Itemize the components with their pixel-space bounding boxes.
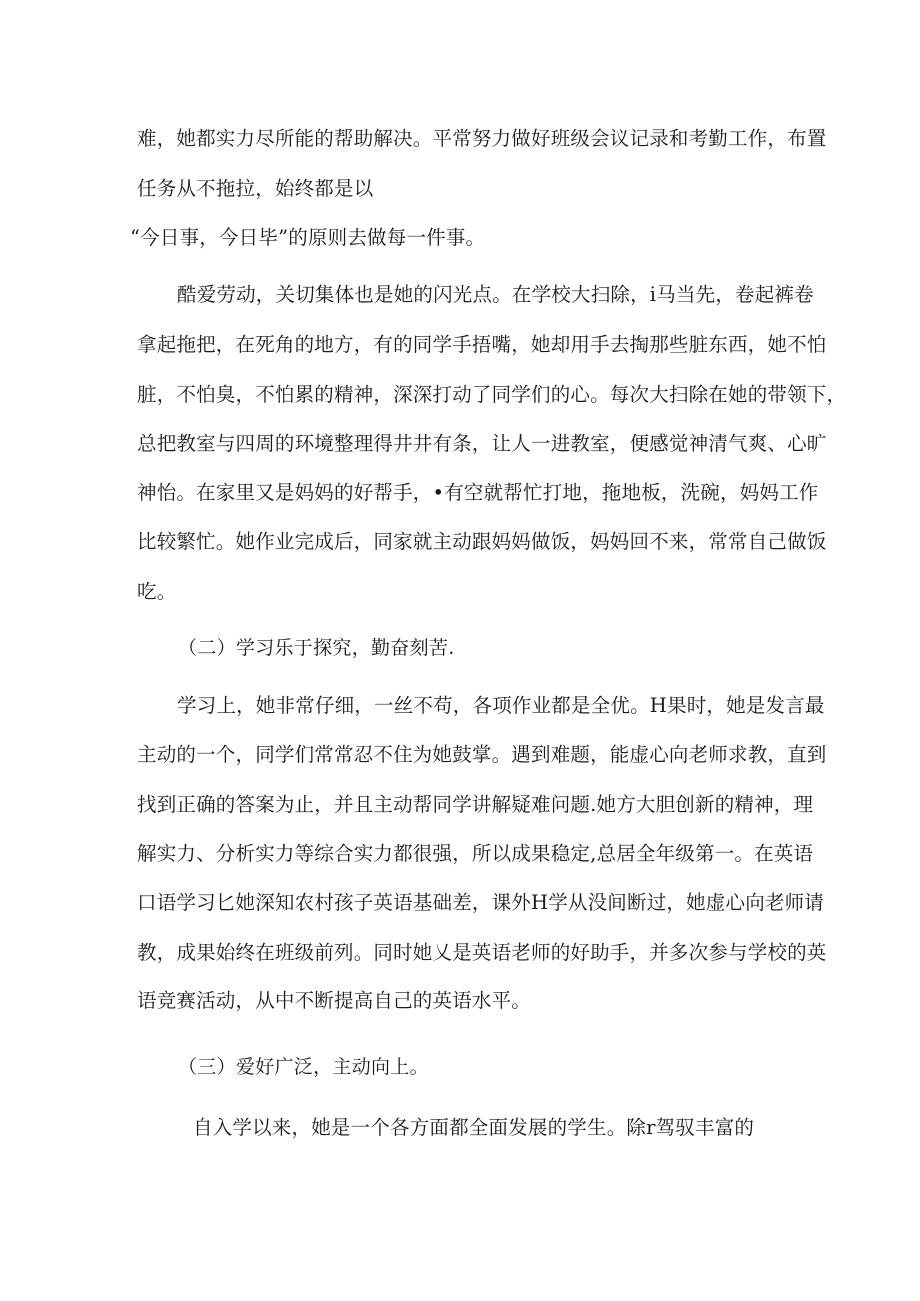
paragraph-2-line-6: 比较繁忙。她作业完成后，同家就主动跟妈妈做饭，妈妈回不来，常常自己做饭: [137, 530, 827, 553]
paragraph-3-line-3: 找到正确的答案为止，并且主动帮同学讲解疑难问题.她方大胆创新的精神，理: [137, 793, 814, 816]
paragraph-3-line-7: 语竞赛活动，从中不断提高自己的英语水平。: [137, 989, 532, 1012]
paragraph-3-line-1: 学习上，她非常仔细，一丝不苟，各项作业都是全优。H果时，她是发言最: [177, 694, 825, 717]
section-heading-3: （三）爱好广泛，主动向上。: [178, 1056, 429, 1078]
section-heading-2: （二）学习乐于探究，勤奋刻苦.: [178, 637, 455, 659]
paragraph-2-line-2: 拿起拖把，在死角的地方，有的同学手捂嘴，她却用手去掏那些脏东西，她不怕: [137, 333, 827, 356]
paragraph-1-line-2: 任务从不拖拉，始终都是以: [137, 177, 374, 200]
paragraph-3-line-4: 解实力、分析实力等综合实力都很强，所以成果稳定,总居全年级第一。在英语: [137, 842, 814, 865]
paragraph-2-line-5: 神怡。在家里又是妈妈的好帮手，•有空就帮忙打地，拖地板，洗碗，妈妈工作: [137, 481, 819, 504]
paragraph-1-line-1: 难，她都实力尽所能的帮助解决。平常努力做好班级会议记录和考勤工作，布置: [137, 127, 827, 150]
paragraph-3-line-6: 教，成果始终在班级前列。同时她乂是英语老师的好助手，并多次参与学校的英: [137, 941, 827, 964]
paragraph-2-line-4: 总把教室与四周的环境整理得井井有条，让人一进教室，便感觉神清气爽、心旷: [137, 432, 827, 455]
paragraph-2-line-1: 酷爱劳动，关切集体也是她的闪光点。在学校大扫除，i马当先，卷起裤卷: [177, 283, 814, 306]
paragraph-3-line-2: 主动的一个，同学们常常忍不住为她鼓掌。遇到难题，能虚心向老师求教，直到: [137, 743, 827, 766]
paragraph-3-line-5: 口语学习匕她深知农村孩子英语基础差，课外H学从没间断过，她虚心向老师请: [137, 891, 825, 914]
paragraph-2-line-3: 脏，不怕臭，不怕累的精神，深深打动了同学们的心。每次大扫除在她的带领下，: [137, 383, 847, 406]
paragraph-4-line-1: 自入学以来，她是一个各方面都全面发展的学生。除r驾驭丰富的: [193, 1116, 755, 1139]
paragraph-1-line-3: “今日事，今日毕”的原则去做每一件事。: [130, 226, 486, 249]
paragraph-2-line-7: 吃。: [137, 580, 177, 603]
